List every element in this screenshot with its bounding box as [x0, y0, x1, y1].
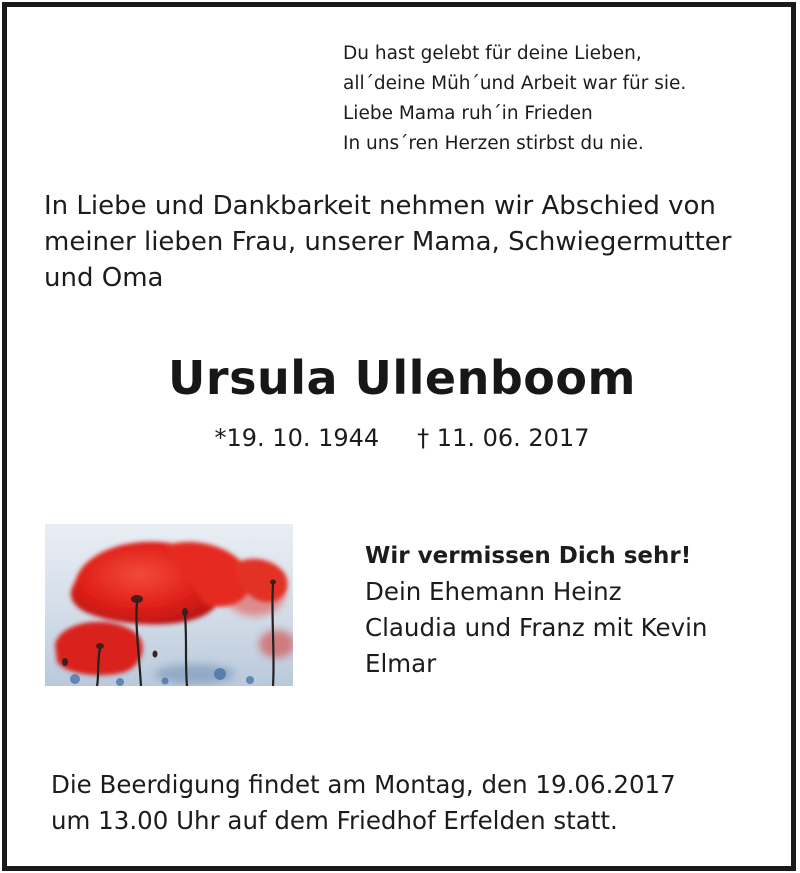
- red-poppies-image: [45, 524, 293, 686]
- poem-line: all´deine Müh´und Arbeit war für sie.: [343, 73, 687, 94]
- poppy-illustration: [45, 524, 293, 686]
- deceased-name: Ursula Ullenboom: [168, 351, 636, 405]
- intro-line: meiner lieben Frau, unserer Mama, Schwiegermutter: [44, 227, 732, 257]
- family-line: Dein Ehemann Heinz: [365, 577, 622, 606]
- death-date: † 11. 06. 2017: [417, 424, 590, 452]
- life-dates: [7, 421, 797, 455]
- intro-text: [44, 188, 764, 296]
- funeral-line: Die Beerdigung findet am Montag, den 19.06.2017: [51, 770, 676, 799]
- family-headline: Wir vermissen Dich sehr!: [365, 543, 692, 569]
- funeral-notice: [51, 767, 771, 839]
- poem: [343, 39, 763, 159]
- family-line: Claudia und Franz mit Kevin: [365, 613, 708, 642]
- poem-line: Du hast gelebt für deine Lieben,: [343, 43, 642, 64]
- intro-line: und Oma: [44, 263, 164, 293]
- obituary-frame: [2, 2, 796, 871]
- poem-line: Liebe Mama ruh´in Frieden: [343, 103, 593, 124]
- family-line: Elmar: [365, 649, 437, 678]
- intro-line: In Liebe und Dankbarkeit nehmen wir Abschied von: [44, 191, 716, 221]
- family-signature: [365, 538, 785, 682]
- birth-date: *19. 10. 1944: [214, 424, 380, 452]
- poem-line: In uns´ren Herzen stirbst du nie.: [343, 133, 644, 154]
- funeral-line: um 13.00 Uhr auf dem Friedhof Erfelden statt.: [51, 806, 618, 835]
